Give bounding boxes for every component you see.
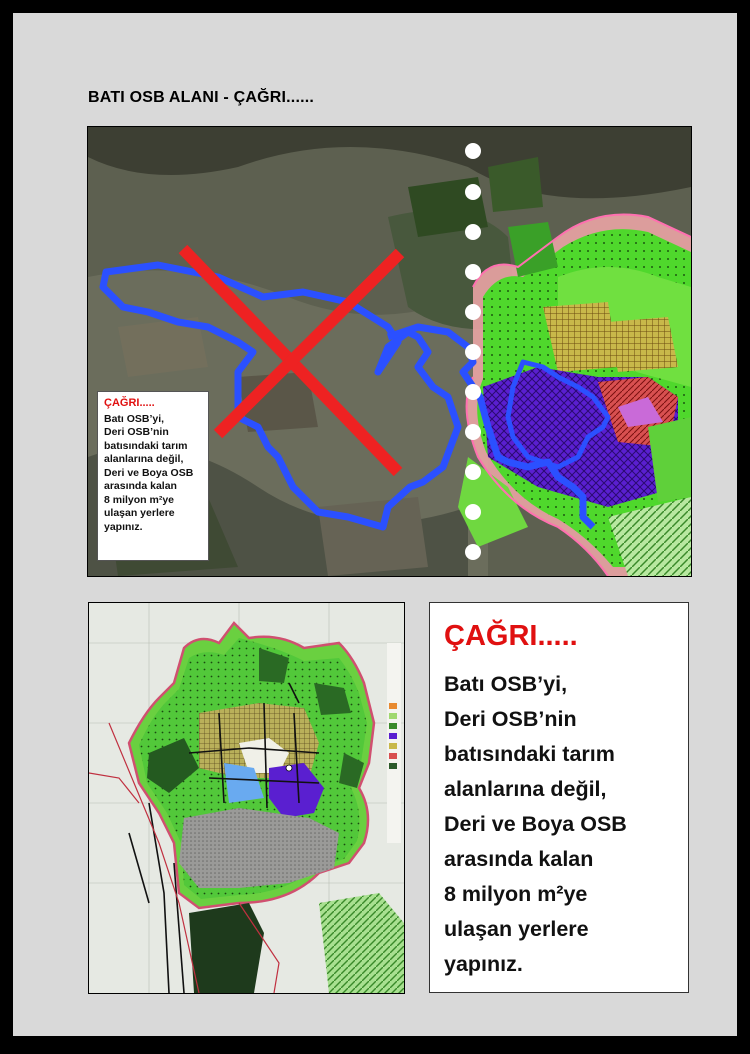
call-box-heading: ÇAĞRI..... <box>444 620 578 652</box>
map-callout-line: Deri OSB’nin <box>104 426 169 438</box>
map-callout-line: Batı OSB’yi, <box>104 412 165 425</box>
map-callout-line: alanlarına değil, <box>104 453 184 465</box>
call-box-line: Deri ve Boya OSB <box>444 812 627 836</box>
call-box-line: batısındaki tarım <box>444 742 615 766</box>
bottom-border <box>0 1044 750 1054</box>
call-box-line: Deri OSB’nin <box>444 707 577 731</box>
call-box-line: ulaşan yerlere <box>444 917 589 941</box>
call-box <box>429 602 689 993</box>
map-callout-line: arasında kalan <box>104 480 177 492</box>
page <box>13 13 737 1036</box>
map-callout <box>97 391 209 561</box>
call-box-line: 8 milyon m²ye <box>444 882 588 906</box>
call-box-line: arasında kalan <box>444 847 594 871</box>
zoning-plan-svg <box>89 603 404 993</box>
map-callout-heading: ÇAĞRI..... <box>104 397 155 409</box>
map-callout-line: batısındaki tarım <box>104 439 188 452</box>
call-box-line: Batı OSB’yi, <box>444 672 568 696</box>
call-box-line: yapınız. <box>444 952 523 976</box>
zoning-plan-map <box>88 602 405 994</box>
map-callout-line: yapınız. <box>104 520 143 533</box>
map-callout-line: Deri ve Boya OSB <box>104 466 194 479</box>
map-callout-line: ulaşan yerlere <box>104 507 175 519</box>
map-callout-line: 8 milyon m²ye <box>104 493 175 506</box>
plan-legend <box>387 643 401 843</box>
page-title: BATI OSB ALANI - ÇAĞRI...... <box>88 89 315 106</box>
call-box-line: alanlarına değil, <box>444 777 607 801</box>
